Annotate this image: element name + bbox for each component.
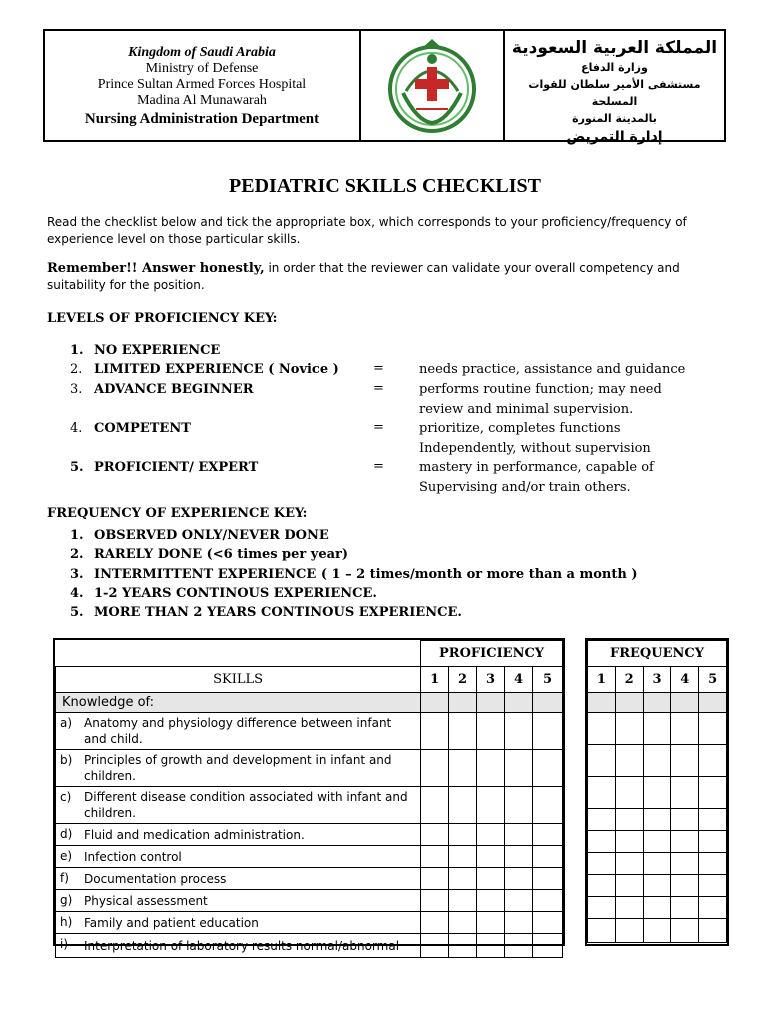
proficiency-checkbox[interactable] [505,934,533,958]
ministry-arabic-line: وزارة الدفاع [581,61,648,74]
proficiency-checkbox[interactable] [449,787,477,824]
proficiency-checkbox[interactable] [533,713,563,750]
frequency-checkbox[interactable] [671,875,699,897]
frequency-checkbox[interactable] [615,919,643,943]
frequency-checkbox[interactable] [615,713,643,745]
frequency-cell[interactable] [588,693,616,713]
skill-row [56,934,421,958]
proficiency-checkbox[interactable] [505,912,533,934]
proficiency-checkbox[interactable] [421,824,449,846]
frequency-checkbox[interactable] [643,745,671,777]
item-number: 5. [70,460,84,475]
item-number: 1. [70,343,84,358]
frequency-checkbox[interactable] [671,853,699,875]
kingdom-line: Kingdom of Saudi Arabia [128,45,276,60]
intro-text: Read the checklist below and tick the appropriate box, which corresponds to your proficiency/frequency of experience level on those particular skills. [47,215,687,246]
proficiency-checkbox[interactable] [421,713,449,750]
frequency-cell[interactable] [699,693,727,713]
proficiency-checkbox[interactable] [449,824,477,846]
proficiency-checkbox[interactable] [449,713,477,750]
frequency-checkbox[interactable] [671,919,699,943]
scale-header: 3 [477,667,505,693]
skill-text: Family and patient education [84,915,259,930]
skill-text: Physical assessment [84,893,208,908]
ministry-line: Ministry of Defense [145,61,259,76]
proficiency-checkbox[interactable] [505,824,533,846]
rating-cell[interactable] [421,693,449,713]
skill-text: Principles of growth and development in infant and children. [84,753,392,783]
frequency-checkbox[interactable] [699,777,727,809]
level-description: prioritize, completes functions Independently, without supervision [419,421,651,456]
skill-letter: i) [60,937,69,951]
item-number: 2. [70,362,83,377]
frequency-checkbox[interactable] [699,853,727,875]
proficiency-checkbox[interactable] [505,713,533,750]
hospital-logo [361,31,505,140]
frequency-checkbox[interactable] [588,777,616,809]
skills-header-label: SKILLS [213,672,264,687]
frequency-checkbox[interactable] [643,777,671,809]
scale-header: 5 [699,667,727,693]
frequency-heading: FREQUENCY OF EXPERIENCE KEY: [47,506,308,521]
item-number: 2. [70,547,84,562]
equals-sign: = [373,381,384,396]
frequency-checkbox[interactable] [615,777,643,809]
rating-cell[interactable] [505,693,533,713]
skill-row [56,824,421,846]
remember-text [47,260,727,294]
proficiency-checkbox[interactable] [449,868,477,890]
proficiency-checkbox[interactable] [505,846,533,868]
proficiency-checkbox[interactable] [477,868,505,890]
rating-cell[interactable] [449,693,477,713]
frequency-checkbox[interactable] [615,831,643,853]
item-label: LIMITED EXPERIENCE ( Novice ) [94,362,339,377]
frequency-checkbox[interactable] [643,875,671,897]
proficiency-checkbox[interactable] [449,890,477,912]
frequency-checkbox[interactable] [699,831,727,853]
scale-header: 1 [421,667,449,693]
equals-sign: = [373,420,384,435]
proficiency-checkbox[interactable] [505,868,533,890]
proficiency-header: PROFICIENCY [421,641,563,667]
proficiency-checkbox[interactable] [477,750,505,787]
item-label: MORE THAN 2 YEARS CONTINOUS EXPERIENCE. [94,605,462,620]
frequency-checkbox[interactable] [615,809,643,831]
frequency-checkbox[interactable] [699,809,727,831]
skill-row [56,846,421,868]
skill-letter: c) [60,790,72,804]
proficiency-checkbox[interactable] [477,713,505,750]
skill-text: Infection control [84,849,182,864]
skill-text: Documentation process [84,871,227,886]
frequency-checkbox[interactable] [615,875,643,897]
remember-emphasis: Remember!! Answer honestly, [47,261,265,276]
frequency-checkbox[interactable] [615,853,643,875]
proficiency-checkbox[interactable] [505,890,533,912]
letterhead [43,29,726,145]
item-number: 3. [70,382,83,397]
item-label: PROFICIENT/ EXPERT [94,460,259,475]
skill-letter: e) [60,849,73,863]
proficiency-checkbox[interactable] [533,846,563,868]
frequency-checkbox[interactable] [588,897,616,919]
frequency-checkbox[interactable] [588,745,616,777]
rating-cell[interactable] [533,693,563,713]
item-label: OBSERVED ONLY/NEVER DONE [94,528,329,543]
skill-letter: b) [60,753,73,767]
skills-header [56,667,421,693]
frequency-checkbox[interactable] [671,897,699,919]
proficiency-checkbox[interactable] [477,912,505,934]
section-label: Knowledge of: [56,693,421,713]
frequency-table [587,640,727,943]
frequency-checkbox[interactable] [671,809,699,831]
frequency-checkbox[interactable] [671,713,699,745]
skill-row [56,787,421,824]
item-label: INTERMITTENT EXPERIENCE ( 1 – 2 times/month or more than a month ) [94,567,638,582]
skill-letter: h) [60,915,73,929]
item-label: ADVANCE BEGINNER [94,382,254,397]
skill-row [56,912,421,934]
department-arabic-line: إدارة التمريض [566,129,663,145]
scale-header: 2 [615,667,643,693]
item-number: 3. [70,567,84,582]
skill-text: Interpretation of laboratory results normal/abnormal [84,938,400,953]
proficiency-checkbox[interactable] [421,912,449,934]
proficiency-checkbox[interactable] [505,787,533,824]
item-label: 1-2 YEARS CONTINOUS EXPERIENCE. [94,586,377,601]
rating-cell[interactable] [477,693,505,713]
scale-header: 4 [671,667,699,693]
item-number: 1. [70,528,84,543]
scale-header: 1 [588,667,616,693]
frequency-cell[interactable] [615,693,643,713]
skill-letter: f) [60,871,69,885]
proficiency-checkbox[interactable] [449,750,477,787]
proficiency-checkbox[interactable] [533,912,563,934]
frequency-checkbox[interactable] [643,713,671,745]
letterhead-english [45,31,361,140]
frequency-checkbox[interactable] [699,919,727,943]
skill-letter: d) [60,827,73,841]
frequency-checkbox[interactable] [588,809,616,831]
skill-row [56,868,421,890]
scale-header: 5 [533,667,563,693]
level-description: needs practice, assistance and guidance [419,362,686,377]
frequency-cell[interactable] [671,693,699,713]
scale-header: 3 [643,667,671,693]
skill-row [56,713,421,750]
proficiency-heading: LEVELS OF PROFICIENCY KEY: [47,311,278,326]
frequency-checkbox[interactable] [699,713,727,745]
frequency-checkbox[interactable] [588,853,616,875]
proficiency-checkbox[interactable] [477,824,505,846]
letterhead-arabic [505,31,724,145]
proficiency-checkbox[interactable] [421,846,449,868]
frequency-checkbox[interactable] [615,745,643,777]
proficiency-checkbox[interactable] [533,890,563,912]
skills-proficiency-table [55,640,563,958]
item-number: 4. [70,421,83,436]
proficiency-checkbox[interactable] [421,787,449,824]
proficiency-checkbox[interactable] [477,934,505,958]
proficiency-checkbox[interactable] [449,934,477,958]
proficiency-checkbox[interactable] [421,868,449,890]
frequency-checkbox[interactable] [588,875,616,897]
proficiency-checkbox[interactable] [449,846,477,868]
proficiency-checkbox[interactable] [421,934,449,958]
skill-text: Anatomy and physiology difference between infant and child. [84,716,392,746]
frequency-checkbox[interactable] [671,777,699,809]
proficiency-checkbox[interactable] [533,787,563,824]
frequency-header: FREQUENCY [588,641,727,667]
frequency-cell[interactable] [643,693,671,713]
item-number: 4. [70,586,84,601]
equals-sign: = [373,361,384,376]
city-arabic-line: بالمدينة المنورة [572,112,657,125]
skill-letter: a) [60,716,73,730]
item-label: RARELY DONE (<6 times per year) [94,547,349,562]
blank-header-cell [56,641,421,667]
city-line: Madina Al Munawarah [137,93,267,108]
item-label: COMPETENT [94,421,191,436]
proficiency-checkbox[interactable] [421,750,449,787]
frequency-checkbox[interactable] [615,897,643,919]
frequency-checkbox[interactable] [643,919,671,943]
frequency-checkbox[interactable] [699,875,727,897]
frequency-checkbox[interactable] [699,745,727,777]
proficiency-checkbox[interactable] [533,868,563,890]
frequency-checkbox[interactable] [588,919,616,943]
hospital-arabic-line: مستشفى الأمير سلطان للقوات المسلحة [528,78,701,108]
frequency-checkbox[interactable] [588,713,616,745]
proficiency-checkbox[interactable] [421,890,449,912]
frequency-checkbox[interactable] [671,831,699,853]
emblem-icon [361,31,503,140]
proficiency-checkbox[interactable] [533,934,563,958]
frequency-checkbox[interactable] [643,831,671,853]
kingdom-arabic-line: المملكة العربية السعودية [511,38,718,58]
frequency-checkbox[interactable] [671,745,699,777]
proficiency-checkbox[interactable] [477,787,505,824]
proficiency-checkbox[interactable] [533,750,563,787]
skill-text: Fluid and medication administration. [84,827,305,842]
skill-row [56,750,421,787]
level-description: mastery in performance, capable of Supervising and/or train others. [419,460,654,495]
frequency-checkbox[interactable] [699,897,727,919]
frequency-checkbox[interactable] [643,897,671,919]
page-title: PEDIATRIC SKILLS CHECKLIST [229,175,541,197]
level-description: performs routine function; may need review and minimal supervision. [419,382,662,417]
frequency-checkbox[interactable] [643,809,671,831]
proficiency-checkbox[interactable] [477,846,505,868]
item-number: 5. [70,605,84,620]
frequency-checkbox[interactable] [643,853,671,875]
equals-sign: = [373,459,384,474]
proficiency-checkbox[interactable] [505,750,533,787]
scale-header: 2 [449,667,477,693]
hospital-line: Prince Sultan Armed Forces Hospital [97,77,307,92]
skill-text: Different disease condition associated with infant and children. [84,790,408,820]
scale-header: 4 [505,667,533,693]
proficiency-checkbox[interactable] [533,824,563,846]
remember-rest: in order that the reviewer can validate your overall competency and suitability for the position. [47,261,680,292]
department-line: Nursing Administration Department [84,111,320,127]
proficiency-checkbox[interactable] [449,912,477,934]
frequency-checkbox[interactable] [588,831,616,853]
proficiency-checkbox[interactable] [477,890,505,912]
skill-row [56,890,421,912]
item-label: NO EXPERIENCE [94,343,221,358]
skill-letter: g) [60,893,73,907]
